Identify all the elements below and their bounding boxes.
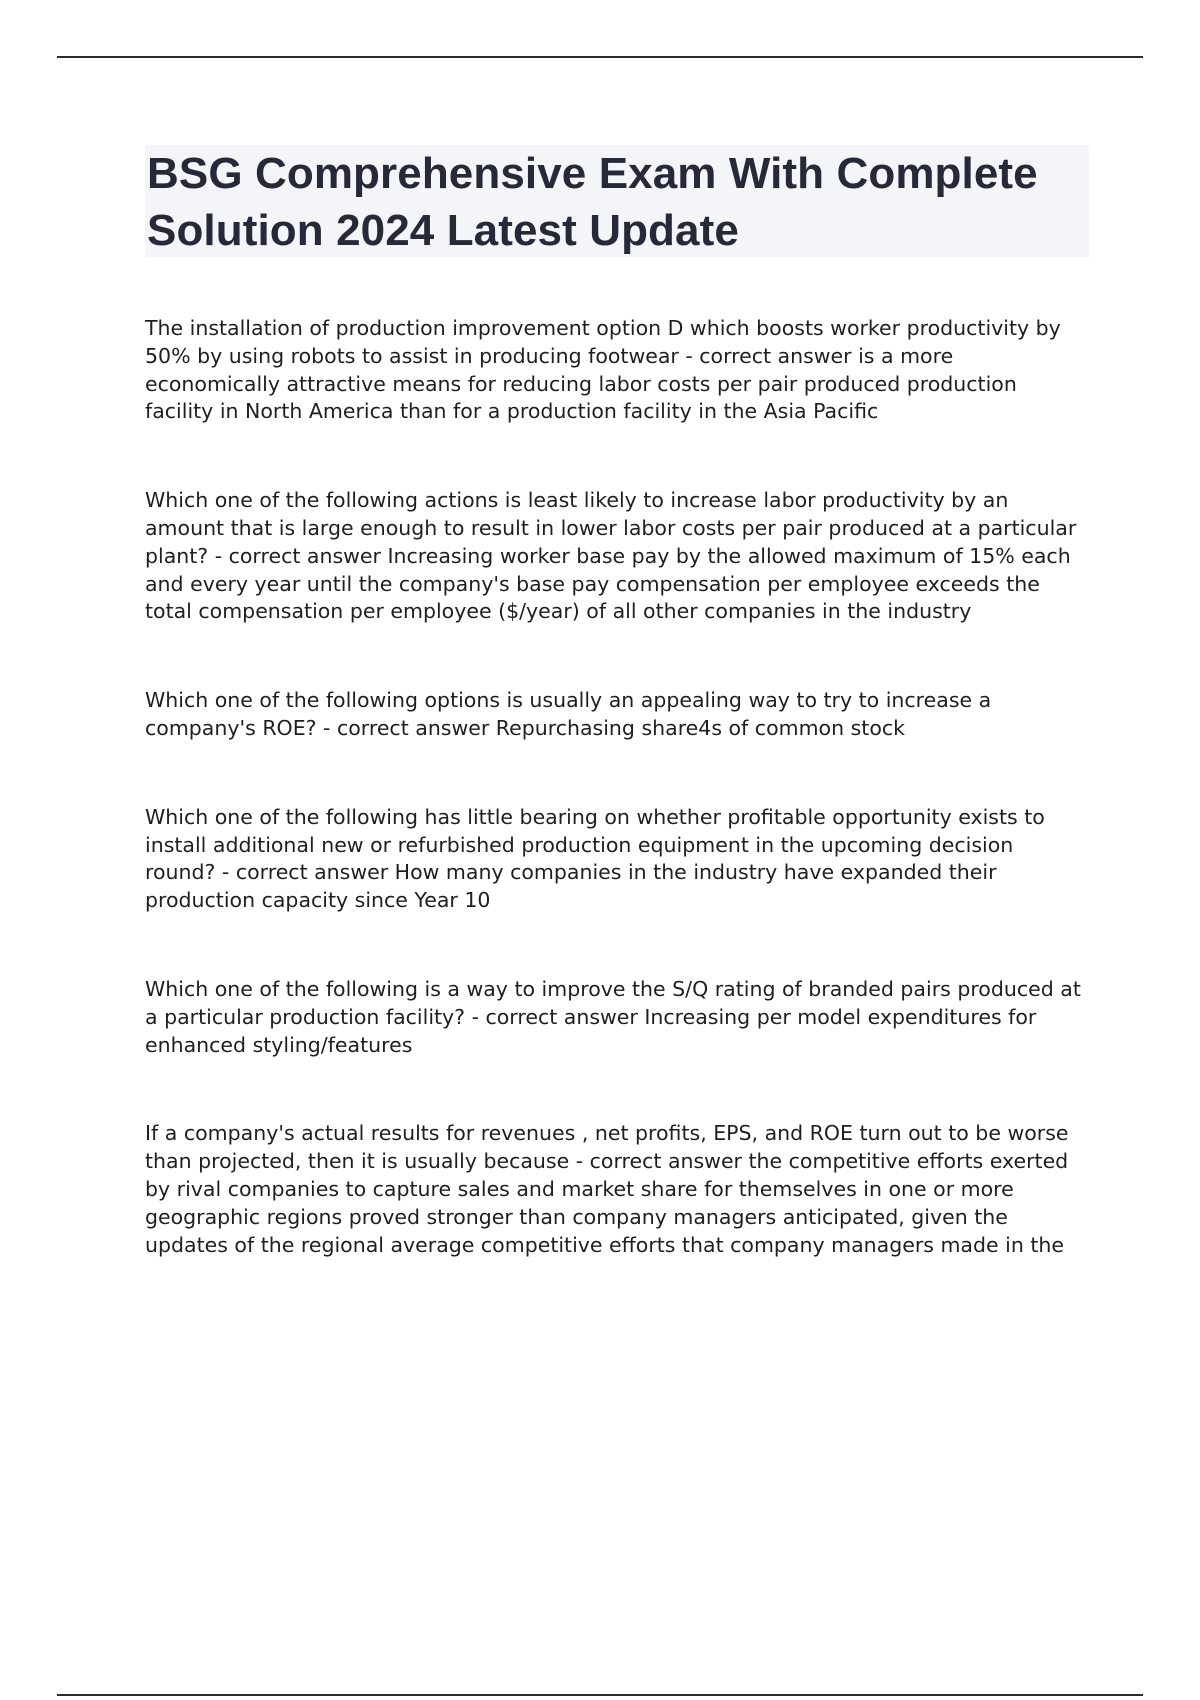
- question-answer-3: Which one of the following options is usually an appealing way to try to increase a company's ROE? - correct answer Repurchasing share4s of common stock: [145, 688, 992, 740]
- question-list: [145, 315, 1090, 1259]
- question-answer-2: Which one of the following actions is least likely to increase labor productivity by an amount that is large enough to result in lower labor costs per pair produced at a particular plant? - correct answer Increasing worker base pay by the allowed maximum of 15% each and every year until the company's base pay compensation per employee exceeds the total compensation per employee ($/year) of all other companies in the industry: [145, 488, 1077, 624]
- question-answer-4: Which one of the following has little bearing on whether profitable opportunity exists to install additional new or refurbished production equipment in the upcoming decision round? - correct answer How many companies in the industry have expanded their production capacity since Year 10: [145, 804, 1045, 913]
- page-title: BSG Comprehensive Exam With Complete Solution 2024 Latest Update: [147, 149, 1038, 255]
- question-answer-5: Which one of the following is a way to improve the S/Q rating of branded pairs produced at a particular production facility? - correct answer Increasing per model expenditures for enhanced styling/features: [145, 976, 1081, 1057]
- title-block: [145, 145, 1089, 257]
- top-divider: [57, 56, 1143, 58]
- bottom-divider: [57, 1694, 1143, 1696]
- question-answer-1: The installation of production improvement option D which boosts worker productivity by 50% by using robots to assist in producing footwear - correct answer is a more economically attractive means for reducing labor costs per pair produced production facility in North America than for a production facility in the Asia Pacific: [145, 316, 1061, 424]
- question-answer-6: If a company's actual results for revenues , net profits, EPS, and ROE turn out to be worse than projected, then it is usually because - correct answer the competitive efforts exerted by rival companies to capture sales and market share for themselves in one or more geographic regions proved stronger than company managers anticipated, given the updates of the regional average competitive efforts that company managers made in the: [145, 1121, 1069, 1257]
